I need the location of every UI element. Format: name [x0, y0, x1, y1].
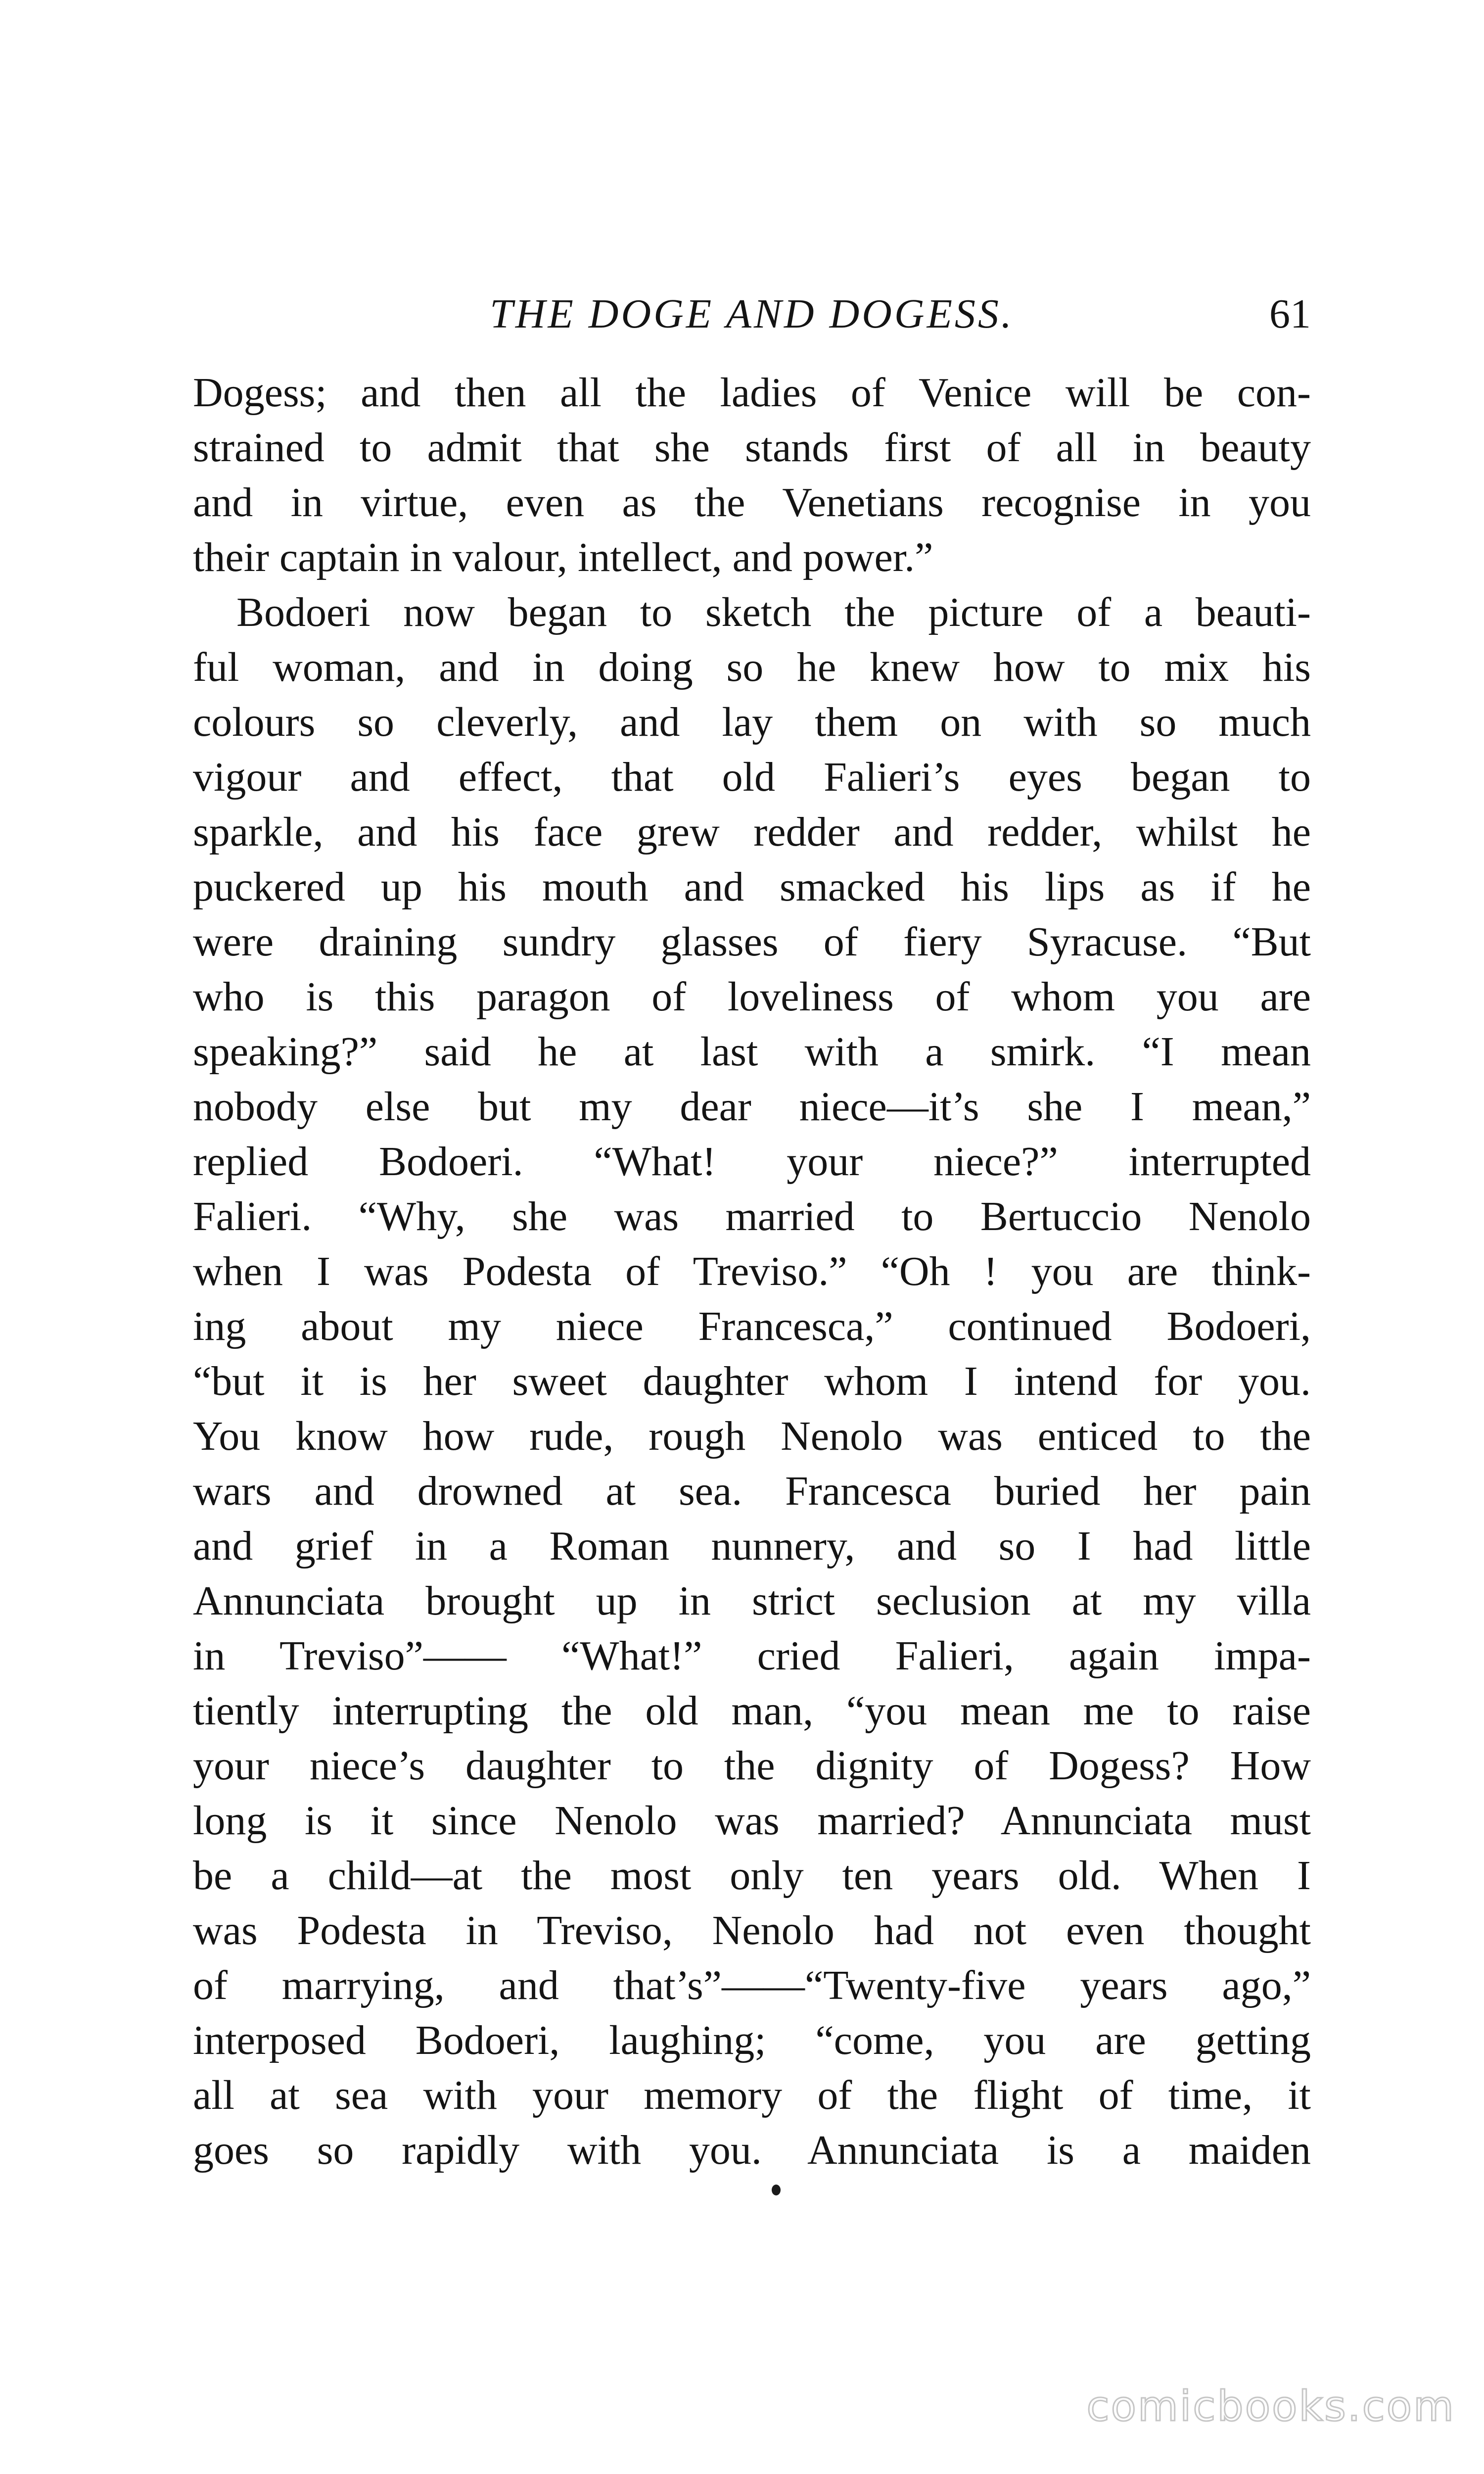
- text-line: when I was Podesta of Treviso.” “Oh ! you are think-: [193, 1248, 1311, 1294]
- text-line: You know how rude, rough Nenolo was enticed to the: [193, 1413, 1311, 1459]
- text-line: strained to admit that she stands first of all in beauty: [193, 425, 1311, 471]
- text-line: long is it since Nenolo was married? Annunciata must: [193, 1798, 1311, 1844]
- text-line: wars and drowned at sea. Francesca buried her pain: [193, 1468, 1311, 1514]
- page-mark-dot: [772, 2185, 781, 2195]
- text-line: was Podesta in Treviso, Nenolo had not even thought: [193, 1907, 1311, 1953]
- body-text: [193, 365, 1311, 2178]
- text-line: all at sea with your memory of the flight of time, it: [193, 2072, 1311, 2118]
- text-line: and in virtue, even as the Venetians recognise in you: [193, 479, 1311, 525]
- text-line: “but it is her sweet daughter whom I intend for you.: [193, 1358, 1311, 1404]
- text-line: sparkle, and his face grew redder and redder, whilst he: [193, 809, 1311, 855]
- text-line: ing about my niece Francesca,” continued Bodoeri,: [193, 1303, 1311, 1349]
- text-line: goes so rapidly with you. Annunciata is a maiden: [193, 2127, 1311, 2173]
- running-head: [193, 287, 1311, 341]
- text-line: ful woman, and in doing so he knew how to mix his: [193, 644, 1311, 690]
- text-line: of marrying, and that’s”——“Twenty-five years ago,”: [193, 1962, 1311, 2008]
- text-line: nobody else but my dear niece—it’s she I mean,”: [193, 1084, 1311, 1130]
- text-line: replied Bodoeri. “What! your niece?” interrupted: [193, 1139, 1311, 1185]
- text-line: be a child—at the most only ten years old. When I: [193, 1853, 1311, 1899]
- text-line: in Treviso”—— “What!” cried Falieri, again impa-: [193, 1633, 1311, 1679]
- text-line: tiently interrupting the old man, “you mean me to raise: [193, 1688, 1311, 1734]
- text-line: colours so cleverly, and lay them on with so much: [193, 699, 1311, 745]
- text-line: puckered up his mouth and smacked his lips as if he: [193, 864, 1311, 910]
- text-line: Bodoeri now began to sketch the picture of a beauti-: [236, 589, 1311, 635]
- running-title: THE DOGE AND DOGESS.: [490, 291, 1014, 337]
- watermark-logo: comicbooks.com: [1086, 2382, 1455, 2430]
- text-line: Dogess; and then all the ladies of Venice will be con-: [193, 370, 1311, 416]
- text-line: your niece’s daughter to the dignity of Dogess? How: [193, 1743, 1311, 1789]
- text-line: speaking?” said he at last with a smirk. “I mean: [193, 1029, 1311, 1075]
- text-line: Falieri. “Why, she was married to Bertuccio Nenolo: [193, 1193, 1311, 1239]
- page-number: 61: [1269, 291, 1311, 337]
- text-line: who is this paragon of loveliness of whom you are: [193, 974, 1311, 1020]
- text-line: vigour and effect, that old Falieri’s eyes began to: [193, 754, 1311, 800]
- text-line: Annunciata brought up in strict seclusion at my villa: [193, 1578, 1311, 1624]
- text-line: were draining sundry glasses of fiery Syracuse. “But: [193, 919, 1311, 965]
- text-line: and grief in a Roman nunnery, and so I had little: [193, 1523, 1311, 1569]
- text-line: interposed Bodoeri, laughing; “come, you are getting: [193, 2017, 1311, 2063]
- text-line: their captain in valour, intellect, and power.”: [193, 534, 933, 580]
